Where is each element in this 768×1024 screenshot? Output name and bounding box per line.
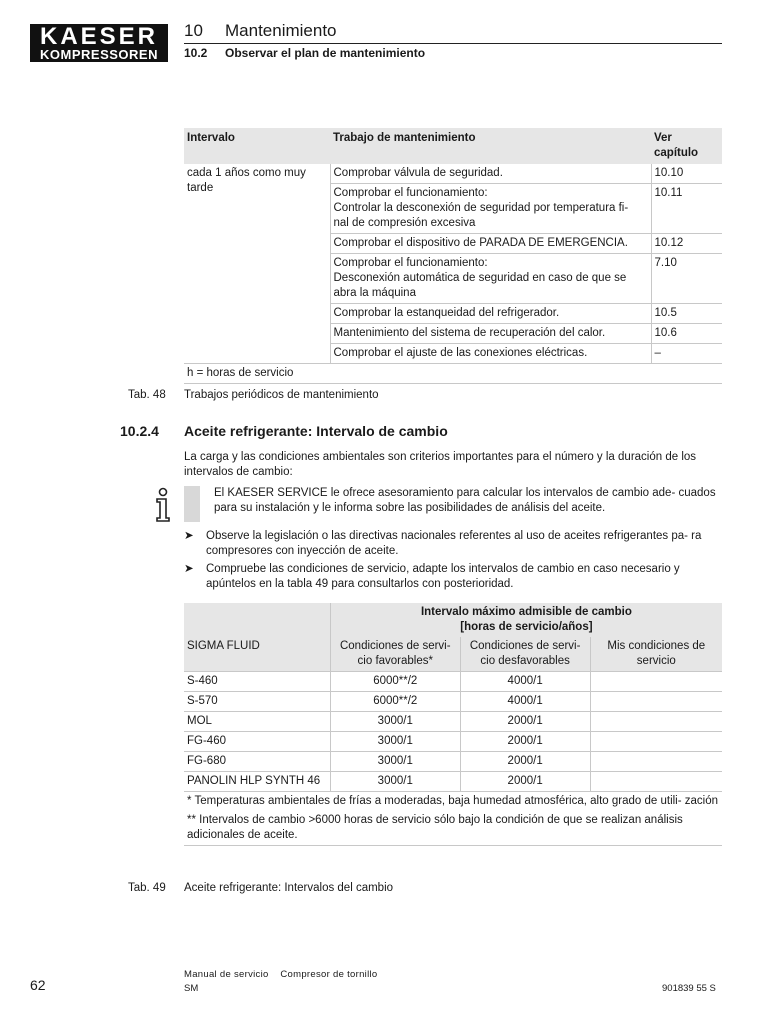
fluid-cell: FG-680 (184, 752, 330, 772)
info-bar (184, 486, 200, 522)
unfavorable-cell: 4000/1 (460, 692, 590, 712)
page-number: 62 (30, 977, 46, 993)
interval-cell: cada 1 años como muy tarde (187, 167, 306, 194)
section-number: 10.2 (184, 46, 208, 60)
oil-change-table (184, 603, 722, 846)
info-icon (152, 487, 174, 523)
table-header-row (184, 603, 722, 637)
chapter-cell: 10.6 (651, 324, 722, 344)
table-header-row (184, 128, 722, 164)
header-interval: Intervalo (184, 128, 330, 164)
my-conditions-cell (590, 732, 722, 752)
chapter-cell: 10.5 (651, 304, 722, 324)
favorable-cell: 3000/1 (330, 752, 460, 772)
header-my-conditions: Mis condiciones de servicio (590, 637, 722, 672)
table-note: h = horas de servicio (184, 364, 722, 384)
table-note-row (184, 364, 722, 384)
unfavorable-cell: 2000/1 (460, 772, 590, 792)
subsection-title: Aceite refrigerante: Intervalo de cambio (184, 423, 448, 439)
my-conditions-cell (590, 692, 722, 712)
work-cell: Comprobar la estanqueidad del refrigerador. (330, 304, 651, 324)
header-favorable: Condiciones de servi- cio favorables* (330, 637, 460, 672)
fluid-cell: FG-460 (184, 732, 330, 752)
unfavorable-cell: 2000/1 (460, 732, 590, 752)
fluid-cell: S-570 (184, 692, 330, 712)
chapter-cell: 10.10 (651, 164, 722, 184)
intro-paragraph: La carga y las condiciones ambientales son criterios importantes para el número y la duración de los intervalos de cambio: (184, 451, 697, 478)
chapter-cell: – (651, 344, 722, 364)
favorable-cell: 3000/1 (330, 772, 460, 792)
work-cell: Comprobar válvula de seguridad. (330, 164, 651, 184)
work-cell: Mantenimiento del sistema de recuperación del calor. (330, 324, 651, 344)
my-conditions-cell (590, 712, 722, 732)
arrow-bullet-icon: ➤ (184, 563, 194, 575)
footer-model: SM (184, 983, 199, 994)
unfavorable-cell: 2000/1 (460, 752, 590, 772)
fluid-cell: S-460 (184, 672, 330, 692)
kaeser-logo (30, 24, 168, 62)
table-row (184, 164, 722, 184)
bullet-text: Compruebe las condiciones de servicio, adapte los intervalos de cambio en caso necesario y apúntelos en la tabla 49 para consultarlos con posterioridad. (206, 563, 680, 590)
favorable-cell: 3000/1 (330, 712, 460, 732)
subsection-number: 10.2.4 (120, 423, 159, 439)
table-caption-text: Aceite refrigerante: Intervalos del cambio (184, 882, 394, 894)
footnote-row (184, 792, 722, 812)
table-row (184, 692, 722, 712)
header-chapter: Ver capítulo (651, 128, 722, 164)
section-title: Observar el plan de mantenimiento (225, 46, 426, 60)
table-caption-label: Tab. 49 (128, 882, 166, 894)
table-caption-label: Tab. 48 (128, 389, 166, 401)
header-divider (184, 43, 722, 44)
footnote-row (184, 811, 722, 846)
favorable-cell: 6000**/2 (330, 672, 460, 692)
chapter-title: Mantenimiento (225, 21, 337, 40)
table-row (184, 732, 722, 752)
unfavorable-cell: 2000/1 (460, 712, 590, 732)
unfavorable-cell: 4000/1 (460, 672, 590, 692)
table-row (184, 752, 722, 772)
work-cell: Comprobar el funcionamiento: Desconexión automática de seguridad en caso de que se abra la máquina (330, 254, 651, 304)
maintenance-table (184, 128, 722, 384)
header-max-interval: Intervalo máximo admisible de cambio [horas de servicio/años] (330, 603, 722, 637)
my-conditions-cell (590, 672, 722, 692)
footer-manual: Manual de servicio Compresor de tornillo (184, 969, 378, 980)
chapter-cell: 10.12 (651, 234, 722, 254)
footer-code: 901839 55 S (662, 983, 716, 994)
header-blank (184, 603, 330, 637)
table-caption-text: Trabajos periódicos de mantenimiento (184, 389, 379, 401)
work-cell: Comprobar el dispositivo de PARADA DE EMERGENCIA. (330, 234, 651, 254)
my-conditions-cell (590, 772, 722, 792)
fluid-cell: PANOLIN HLP SYNTH 46 (184, 772, 330, 792)
my-conditions-cell (590, 752, 722, 772)
table-row (184, 712, 722, 732)
header-fluid: SIGMA FLUID (184, 637, 330, 672)
footnote: ** Intervalos de cambio >6000 horas de servicio sólo bajo la condición de que se realizan análisis adicionales de aceite. (184, 811, 722, 846)
logo-line2: KOMPRESSOREN (40, 47, 158, 62)
fluid-cell: MOL (184, 712, 330, 732)
favorable-cell: 3000/1 (330, 732, 460, 752)
header-unfavorable: Condiciones de servi- cio desfavorables (460, 637, 590, 672)
logo-line1: KAESER (39, 23, 159, 50)
favorable-cell: 6000**/2 (330, 692, 460, 712)
header-work: Trabajo de mantenimiento (330, 128, 651, 164)
info-note-text: El KAESER SERVICE le ofrece asesoramiento para calcular los intervalos de cambio ade- cuados para su instalación y le informa sobre las posibilidades de análisis del aceite. (214, 487, 716, 514)
footnote: * Temperaturas ambientales de frías a moderadas, baja humedad atmosférica, alto grado de utili- zación (187, 795, 718, 807)
table-row (184, 672, 722, 692)
table-row (184, 772, 722, 792)
work-cell: Comprobar el funcionamiento: Controlar la desconexión de seguridad por temperatura fi- nal de compresión excesiva (330, 184, 651, 234)
bullet-text: Observe la legislación o las directivas nacionales referentes al uso de aceites refrigerantes pa- ra compresores con inyección de aceite. (206, 530, 702, 557)
work-cell: Comprobar el ajuste de las conexiones eléctricas. (330, 344, 651, 364)
chapter-cell: 10.11 (651, 184, 722, 234)
chapter-number: 10 (184, 21, 203, 40)
arrow-bullet-icon: ➤ (184, 530, 194, 542)
table-subheader-row (184, 637, 722, 672)
chapter-cell: 7.10 (651, 254, 722, 304)
